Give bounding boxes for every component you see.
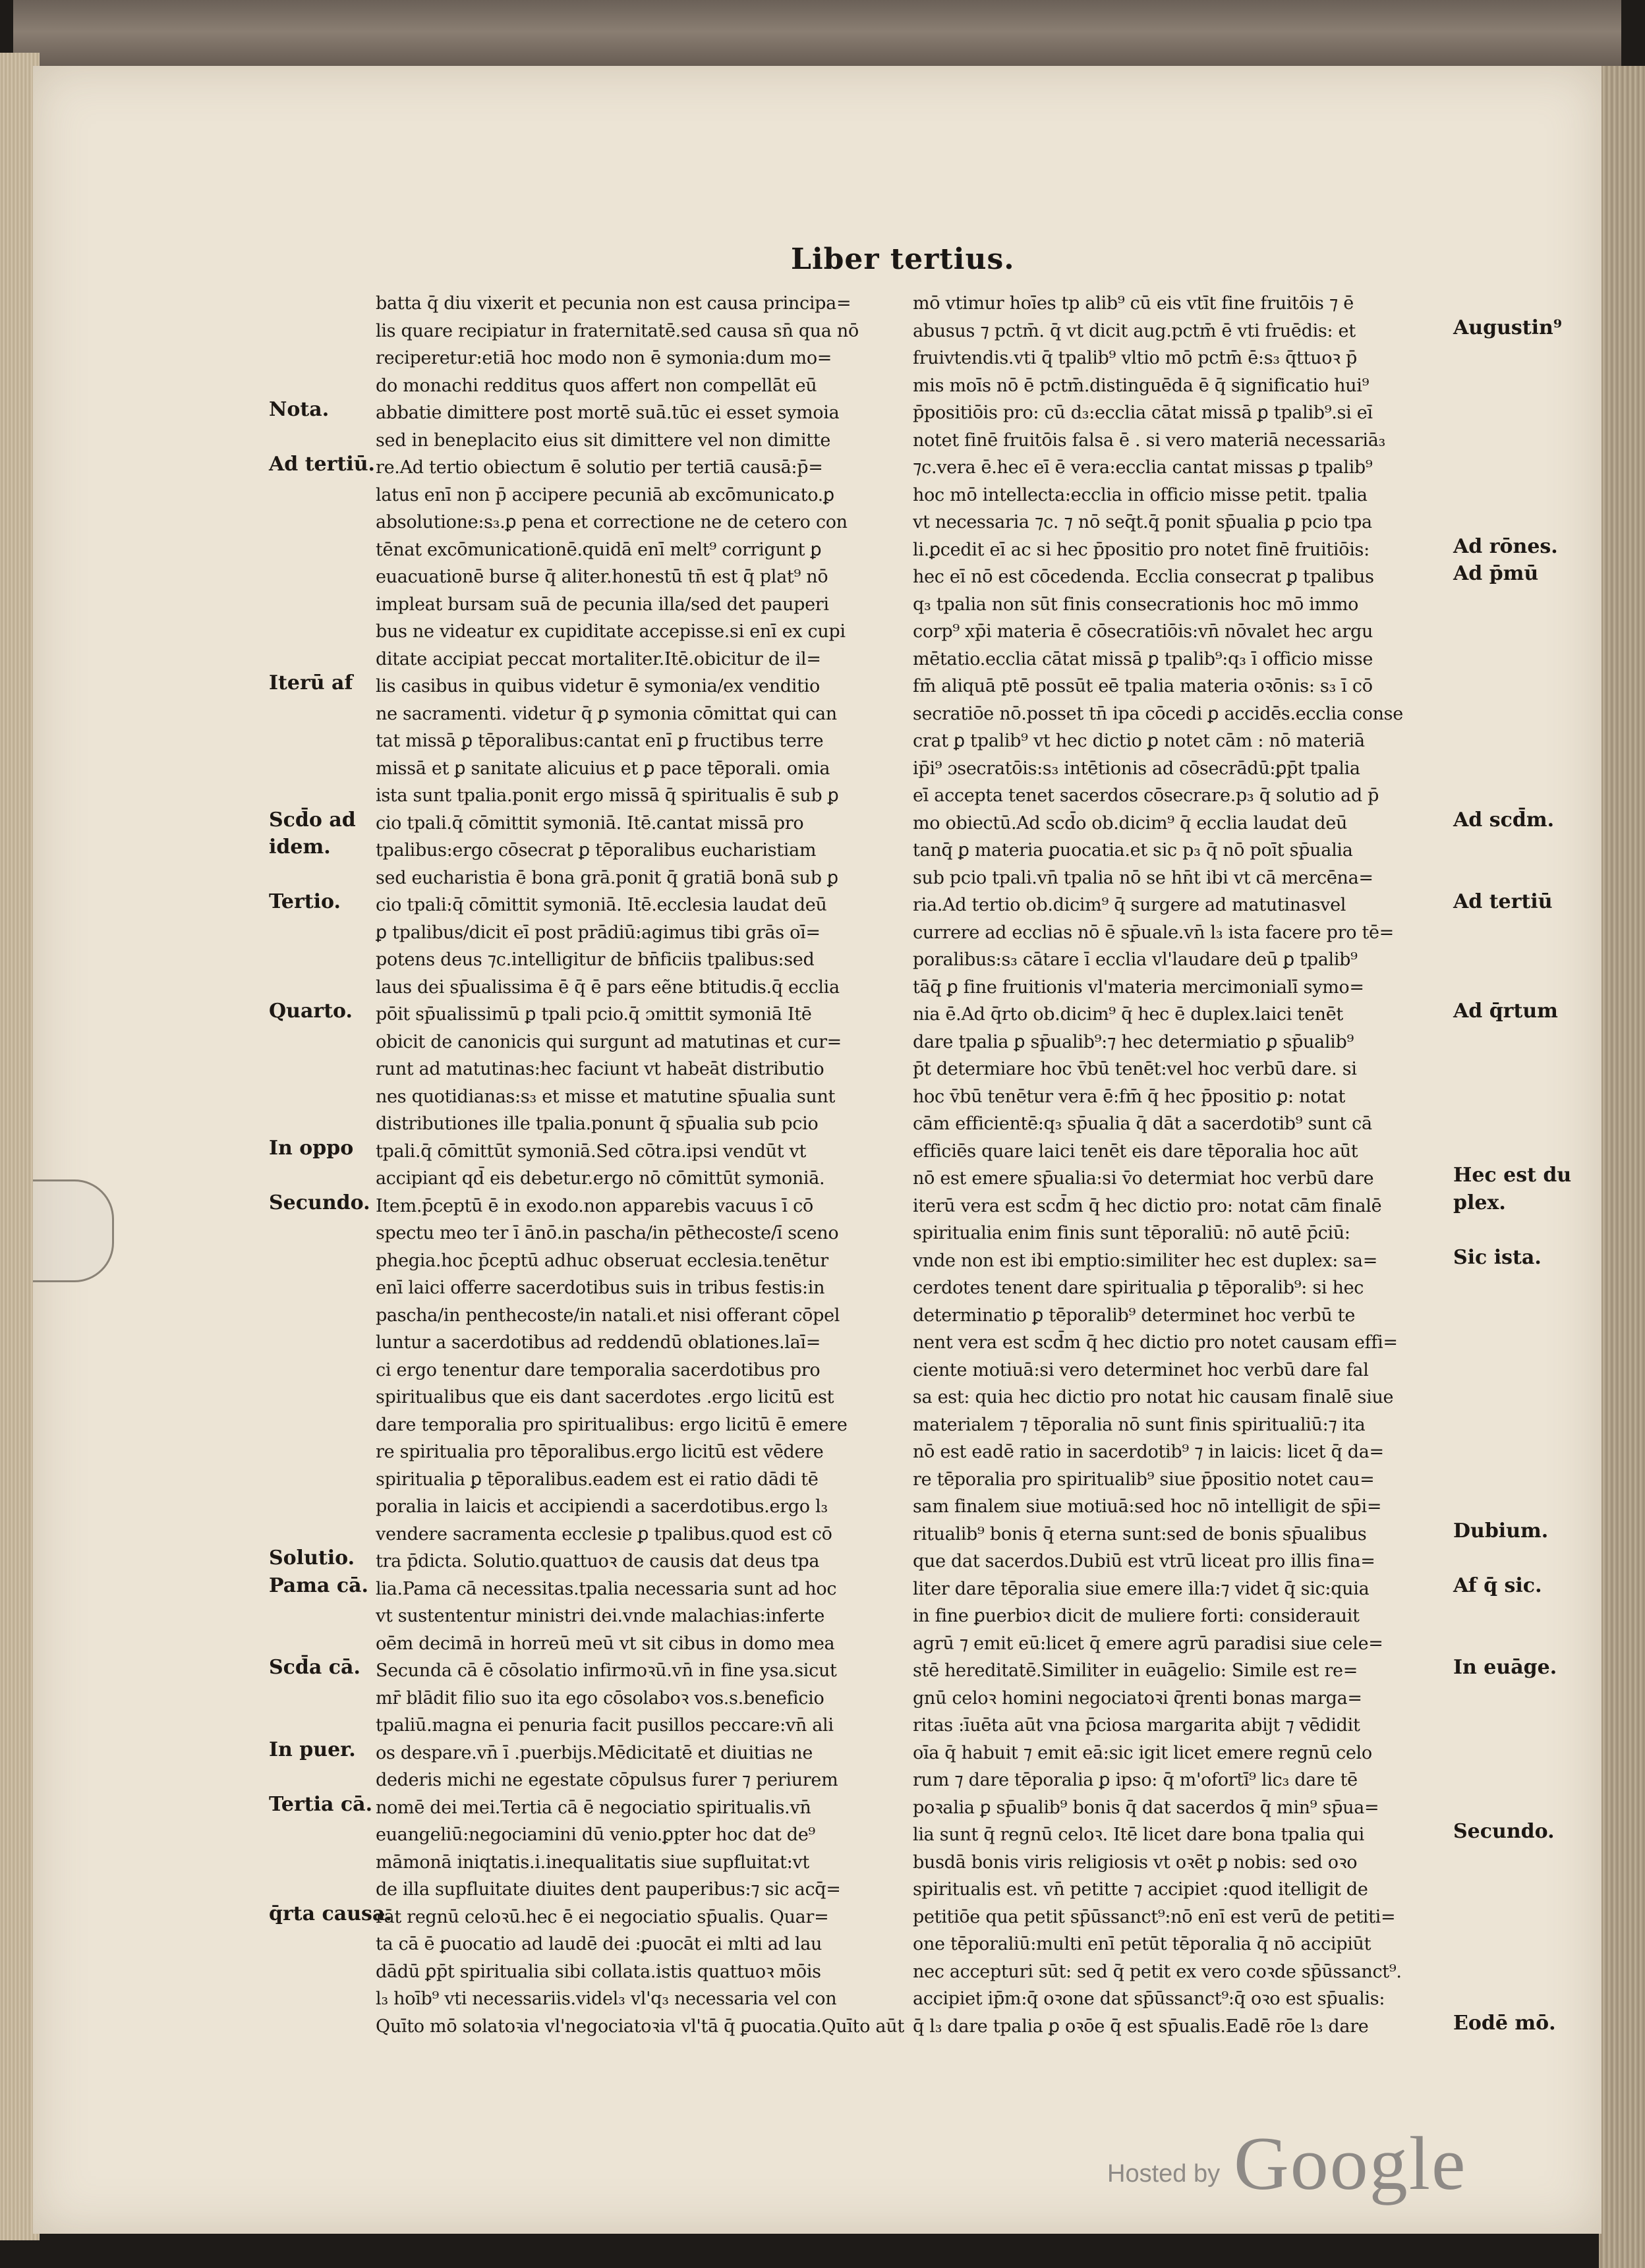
text-line: de illa supfluitate diuites dent pauperibus:⁊ sic acq̄=: [376, 1879, 841, 1900]
marginal-note: Ad tertiū.: [269, 453, 375, 476]
text-line: lis quare recipiatur in fraternitatē.sed causa sn̄ qua nō: [376, 320, 859, 341]
text-line: rāt regnū celoꝛū.hec ē ei negociatio sp̄ualis. Quar=: [376, 1906, 829, 1927]
text-line: dederis michi ne egestate cōpulsus furer ⁊ periurem: [376, 1770, 838, 1790]
text-line: mō vtimur hoīes tp alib⁹ cū eis vtīt fine fruitōis ⁊ ē: [913, 293, 1354, 314]
text-line: lia.Pama cā necessitas.tpalia necessaria sunt ad hoc: [376, 1578, 837, 1599]
marginal-note: idem.: [269, 836, 331, 859]
text-line: cām efficientē:q₃ sp̄ualia q̄ dāt a sacerdotib⁹ sunt cā: [913, 1114, 1372, 1134]
text-line: batta q̄ diu vixerit et pecunia non est causa principa=: [376, 293, 851, 314]
text-line: nec accepturi sūt: sed q̄ petit ex vero coꝛde sp̄ūssanct⁹.: [913, 1961, 1402, 1982]
text-line: one tēporaliū:multi enī petūt tēporalia q̄ nō accipiūt: [913, 1934, 1371, 1954]
text-line: ista sunt tpalia.ponit ergo missā q̄ spiritualis ē sub ꝑ: [376, 785, 839, 806]
text-line: luntur a sacerdotibus ad reddendū oblationes.laī=: [376, 1332, 821, 1353]
text-line: os despare.vn̄ ī .puerbijs.Mēdicitatē et diuitias ne: [376, 1742, 813, 1763]
book-right-page-edges: [1599, 66, 1645, 2268]
text-line: re spiritualia pro tēporalibus.ergo licitū est vēdere: [376, 1442, 824, 1462]
text-line: dare temporalia pro spiritualibus: ergo licitū ē emere: [376, 1414, 848, 1435]
google-logo: Google: [1234, 2122, 1467, 2206]
text-line: busdā bonis viris religiosis vt oꝛēt ꝑ nobis: sed oꝛo: [913, 1852, 1358, 1873]
text-line: cerdotes tenent dare spiritualia ꝑ tēporalib⁹: si hec: [913, 1278, 1364, 1298]
text-line: spiritualis est. vn̄ petitte ⁊ accipiet :quod itelligit de: [913, 1879, 1368, 1900]
text-line: re tēporalia pro spiritualib⁹ siue p̄positio notet cau=: [913, 1469, 1375, 1490]
text-line: ritualib⁹ bonis q̄ eterna sunt:sed de bonis sp̄ualibus: [913, 1523, 1367, 1545]
marginal-note: Ad tertiū: [1453, 890, 1553, 913]
right-text-column: [913, 290, 1453, 2040]
text-line: sed eucharistia ē bona grā.ponit q̄ gratiā bonā sub ꝑ: [376, 867, 838, 888]
text-line: dādū ꝑp̄t spiritualia sibi collata.istis quattuoꝛ mōis: [376, 1961, 821, 1982]
text-line: tanq̄ ꝑ materia ꝑuocatia.et sic p₃ q̄ nō poīt sp̄ualia: [913, 840, 1353, 861]
text-line: notet finē fruitōis falsa ē . si vero materiā necessariā₃: [913, 430, 1386, 451]
text-line: nia ē.Ad q̄rto ob.dicim⁹ q̄ hec ē duplex.laici tenēt: [913, 1004, 1343, 1025]
text-line: iterū vera est scd̄m q̄ hec dictio pro: notat cām finalē: [913, 1195, 1382, 1216]
text-line: stē hereditatē.Similiter in euāgelio: Simile est re=: [913, 1660, 1358, 1681]
marginal-note: In euāge.: [1453, 1656, 1557, 1679]
text-line: ditate accipiat peccat mortaliter.Itē.obicitur de il=: [376, 648, 821, 669]
text-line: poralia in laicis et accipiendi a sacerdotibus.ergo l₃: [376, 1496, 828, 1517]
text-line: lia sunt q̄ regnū celoꝛ. Itē licet dare bona tpalia qui: [913, 1825, 1364, 1845]
text-line: sa est: quia hec dictio pro notat hic causam finalē siue: [913, 1387, 1394, 1407]
text-line: tra p̄dicta. Solutio.quattuoꝛ de causis dat deus tpa: [376, 1551, 820, 1572]
text-line: fm̄ aliquā ptē possūt eē tpalia materia oꝛōnis: s₃ ī cō: [913, 676, 1373, 696]
text-line: spiritualia enim finis sunt tēporaliū: nō autē p̄ciū:: [913, 1223, 1350, 1243]
marginal-note: Tertia cā.: [269, 1792, 373, 1816]
text-line: tpali.q̄ cōmittūt symoniā.Sed cōtra.ipsi vendūt vt: [376, 1141, 807, 1162]
text-line: nes quotidianas:s₃ et misse et matutine sp̄ualia sunt: [376, 1086, 836, 1107]
marginal-note: Sic ista.: [1453, 1245, 1542, 1269]
text-line: gnū celoꝛ homini negociatoꝛi q̄renti bonas marga=: [913, 1687, 1362, 1709]
text-line: in fine ꝑuerbioꝛ dicit de muliere forti: considerauit: [913, 1606, 1360, 1626]
text-line: pascha/in penthecoste/in natali.et nisi offerant cōpel: [376, 1305, 840, 1326]
marginal-note: Ad scd̄m.: [1453, 808, 1555, 832]
text-line: lis casibus in quibus videtur ē symonia/ex venditio: [376, 676, 820, 696]
text-line: crat ꝑ tpalib⁹ vt hec dictio ꝑ notet cām : nō materiā: [913, 731, 1365, 751]
text-line: obicit de canonicis qui surgunt ad matutinas et cur=: [376, 1031, 842, 1052]
text-line: reciperetur:etiā hoc modo non ē symonia:dum mo=: [376, 348, 832, 368]
text-line: latus enī non p̄ accipere pecuniā ab excōmunicato.ꝑ: [376, 484, 834, 505]
text-line: do monachi redditus quos affert non compellāt eū: [376, 375, 817, 396]
marginal-note: Ad q̄rtum: [1453, 1000, 1558, 1023]
text-line: tpalibus:ergo cōsecrat ꝑ tēporalibus eucharistiam: [376, 840, 817, 861]
marginal-note: Augustin⁹: [1453, 316, 1562, 339]
text-line: poralibus:s₃ cātare ī ecclia vl'laudare deū ꝑ tpalib⁹: [913, 950, 1358, 970]
text-line: tat missā ꝑ tēporalibus:cantat enī ꝑ fructibus terre: [376, 731, 824, 751]
marginal-note: Eodē mō.: [1453, 2011, 1556, 2035]
text-line: nent vera est scd̄m q̄ hec dictio pro notet causam effi=: [913, 1332, 1398, 1353]
text-line: hoc v̄bū tenētur vera ē:fm̄ q̄ hec p̄positio ꝑ: notat: [913, 1086, 1345, 1107]
text-line: petitiōe qua petit sp̄ūssanct⁹:nō enī est verū de petiti=: [913, 1906, 1396, 1927]
text-line: vt sustententur ministri dei.vnde malachias:inferte: [376, 1606, 825, 1626]
text-line: hoc mō intellecta:ecclia in officio misse petit. tpalia: [913, 484, 1368, 505]
text-line: mo obiectū.Ad scd̄o ob.dicim⁹ q̄ ecclia laudat deū: [913, 812, 1348, 834]
text-line: spiritualibus que eis dant sacerdotes .ergo licitū est: [376, 1387, 834, 1407]
text-line: missā et ꝑ sanitate alicuius et ꝑ pace tēporali. omia: [376, 758, 830, 779]
text-line: ip̄i⁹ ɔsecratōis:s₃ intētionis ad cōsecrādū:ꝑp̄t tpalia: [913, 758, 1360, 779]
text-line: determinatio ꝑ tēporalib⁹ determinet hoc verbū te: [913, 1305, 1356, 1326]
hosted-by-label: Hosted by: [1107, 2160, 1221, 2188]
text-line: euacuationē burse q̄ aliter.honestū tn̄ est q̄ plat⁹ nō: [376, 567, 828, 587]
left-text-column: [376, 290, 909, 2040]
text-line: bus ne videatur ex cupiditate accepisse.si enī ex cupi: [376, 621, 846, 642]
text-line: ⁊c.vera ē.hec eī ē vera:ecclia cantat missas ꝑ tpalib⁹: [913, 457, 1373, 478]
marginal-note: plex.: [1453, 1191, 1506, 1214]
marginal-note: Iterū af: [269, 671, 353, 695]
text-line: li.ꝑcedit eī ac si hec p̄positio pro notet finē fruitiōis:: [913, 539, 1370, 560]
text-line: poꝛalia ꝑ sp̄ualib⁹ bonis q̄ dat sacerdos q̄ min⁹ sp̄ua=: [913, 1797, 1379, 1818]
text-line: liter dare tēporalia siue emere illa:⁊ videt q̄ sic:quia: [913, 1578, 1370, 1599]
text-line: sed in beneplacito eius sit dimittere vel non dimitte: [376, 430, 831, 451]
text-line: ciente motiuā:si vero determinet hoc verbū dare fal: [913, 1359, 1369, 1380]
text-line: abbatie dimittere post mortē suā.tūc ei esset symoia: [376, 403, 840, 423]
marginal-note: Dubium.: [1453, 1519, 1549, 1543]
text-line: ria.Ad tertio ob.dicim⁹ q̄ surgere ad matutinasvel: [913, 895, 1346, 915]
text-line: Secunda cā ē cōsolatio infirmoꝛū.vn̄ in fine ysa.sicut: [376, 1660, 837, 1681]
text-line: re.Ad tertio obiectum ē solutio per tertiā causā:p̄=: [376, 457, 823, 478]
marginal-note: Secundo.: [269, 1191, 370, 1214]
text-line: cio tpali.q̄ cōmittit symoniā. Itē.cantat missā pro: [376, 812, 804, 834]
text-line: nō est emere sp̄ualia:si v̄o determiat hoc verbū dare: [913, 1168, 1374, 1189]
text-line: eī accepta tenet sacerdos cōsecrare.p₃ q̄ solutio ad p̄: [913, 785, 1379, 806]
text-line: enī laici offerre sacerdotibus suis in tribus festis:in: [376, 1278, 825, 1298]
text-line: nō est eadē ratio in sacerdotib⁹ ⁊ in laicis: licet q̄ da=: [913, 1442, 1384, 1462]
marginal-note: In puer.: [269, 1738, 356, 1761]
marginal-note: Tertio.: [269, 890, 341, 913]
text-line: cio tpali:q̄ cōmittit symoniā. Itē.ecclesia laudat deū: [376, 895, 827, 915]
marginal-note: Af q̄ sic.: [1453, 1573, 1542, 1597]
text-line: absolutione:s₃.ꝑ pena et correctione ne de cetero con: [376, 512, 848, 532]
text-line: hec eī nō est cōcedenda. Ecclia consecrat ꝑ tpalibus: [913, 567, 1374, 587]
text-line: corp⁹ xp̄i materia ē cōsecratiōis:vn̄ nōvalet hec argu: [913, 621, 1373, 642]
text-line: abusus ⁊ pctm̄. q̄ vt dicit aug.pctm̄ ē vti fruēdis: et: [913, 320, 1356, 341]
text-line: accipiet ip̄m:q̄ oꝛone dat sp̄ūssanct⁹:q̄ oꝛo est sp̄ualis:: [913, 1989, 1385, 2009]
marginal-note: Scd̄o ad: [269, 808, 356, 832]
text-line: pōit sp̄ualissimū ꝑ tpali pcio.q̄ ɔmittit symoniā Itē: [376, 1004, 812, 1025]
marginal-note: Hec est du: [1453, 1164, 1572, 1187]
text-line: oēm decimā in horreū meū vt sit cibus in domo mea: [376, 1633, 835, 1654]
text-line: accipiant qd̄ eis debetur.ergo nō cōmittūt symoniā.: [376, 1168, 825, 1189]
text-line: l₃ hoīb⁹ vti necessariis.videl₃ vl'q₃ necessaria vel con: [376, 1989, 837, 2009]
text-line: phegia.hoc p̄ceptū adhuc obseruat ecclesia.tenētur: [376, 1250, 828, 1271]
text-line: materialem ⁊ tēporalia nō sunt finis spiritualiū:⁊ ita: [913, 1414, 1366, 1435]
text-line: vendere sacramenta ecclesie ꝑ tpalibus.quod est cō: [376, 1523, 832, 1545]
text-line: que dat sacerdos.Dubiū est vtrū liceat pro illis fina=: [913, 1551, 1375, 1572]
text-line: rum ⁊ dare tēporalia ꝑ ipso: q̄ m'ofortī⁹ lic₃ dare tē: [913, 1770, 1358, 1790]
text-line: mr̄ blādit filio suo ita ego cōsolaboꝛ vos.s.beneficio: [376, 1687, 824, 1709]
marginal-note: Ad p̄mū: [1453, 562, 1539, 585]
text-line: nomē dei mei.Tertia cā ē negociatio spiritualis.vn̄: [376, 1797, 811, 1818]
text-line: tpaliū.magna ei penuria facit pusillos peccare:vn̄ ali: [376, 1715, 834, 1736]
text-line: oīa q̄ habuit ⁊ emit eā:sic igit licet emere regnū celo: [913, 1742, 1372, 1763]
text-line: spiritualia ꝑ tēporalibus.eadem est ei ratio dādi tē: [376, 1469, 819, 1490]
text-line: secratiōe nō.posset tn̄ ipa cōcedi ꝑ accidēs.ecclia conse: [913, 703, 1403, 724]
text-line: vnde non est ibi emptio:similiter hec est duplex: sa=: [913, 1250, 1378, 1271]
page-clip: [33, 1179, 114, 1282]
text-line: mētatio.ecclia cātat missā ꝑ tpalib⁹:q₃ ī officio misse: [913, 648, 1373, 669]
text-line: euangeliū:negociamini dū venio.ꝑpter hoc dat de⁹: [376, 1825, 815, 1845]
marginal-note: Ad rōnes.: [1453, 534, 1558, 558]
text-line: mis moīs nō ē pctm̄.distinguēda ē q̄ significatio hui⁹: [913, 375, 1370, 396]
text-line: potens deus ⁊c.intelligitur de bn̄ficiis tpalibus:sed: [376, 950, 815, 970]
marginal-note: Quarto.: [269, 1000, 353, 1023]
text-line: ci ergo tenentur dare temporalia sacerdotibus pro: [376, 1359, 821, 1380]
text-line: distributiones ille tpalia.ponunt q̄ sp̄ualia sub pcio: [376, 1114, 819, 1134]
text-line: laus dei sp̄ualissima ē q̄ ē pars eẽne btitudis.q̄ ecclia: [376, 977, 840, 998]
text-line: vt necessaria ⁊c. ⁊ nō seq̄t.q̄ ponit sp̄ualia ꝑ pcio tpa: [913, 512, 1372, 532]
text-line: impleat bursam suā de pecunia illa/sed det pauperi: [376, 594, 829, 615]
text-line: q₃ tpalia non sūt finis consecrationis hoc mō immo: [913, 594, 1359, 615]
text-line: fruivtendis.vti q̄ tpalib⁹ vltio mō pctm̄ ē:s₃ q̄ttuoꝛ p̄: [913, 348, 1357, 368]
marginal-note: Solutio.: [269, 1546, 355, 1570]
marginal-note: Nota.: [269, 398, 330, 421]
text-line: sub pcio tpali.vn̄ tpalia nō se hn̄t ibi vt cā mercēna=: [913, 867, 1373, 888]
marginal-note: Secundo.: [1453, 1820, 1555, 1843]
text-line: ritas :īuēta aūt vna p̄ciosa margarita abijt ⁊ vēdidit: [913, 1715, 1360, 1736]
text-line: spectu meo ter ī ānō.in pascha/in pēthecoste/ī sceno: [376, 1223, 839, 1243]
text-line: māmonā iniqtatis.i.inequalitatis siue supfluitat:vt: [376, 1852, 809, 1873]
text-line: Quīto mō solatoꝛia vl'negociatoꝛia vl'tā q̄ ꝑuocatia.Quīto aūt: [376, 2016, 904, 2037]
text-line: ꝑ tpalibus/dicit eī post prādiū:agimus tibi grās oī=: [376, 922, 821, 943]
text-line: sam finalem siue motiuā:sed hoc nō intelligit de sp̄i=: [913, 1496, 1382, 1517]
text-line: tāq̄ ꝑ fine fruitionis vl'materia mercimonialī symo=: [913, 977, 1364, 998]
text-line: p̄t determiare hoc v̄bū tenēt:vel hoc verbū dare. si: [913, 1059, 1357, 1079]
text-line: p̄positiōis pro: cū d₃:ecclia cātat missā ꝑ tpalib⁹.si eī: [913, 403, 1373, 423]
text-line: runt ad matutinas:hec faciunt vt habeāt distributio: [376, 1059, 824, 1079]
marginal-note: In oppo: [269, 1136, 354, 1160]
text-line: dare tpalia ꝑ sp̄ualib⁹:⁊ hec determiatio ꝑ sp̄ualib⁹: [913, 1031, 1354, 1052]
text-line: agrū ⁊ emit eū:licet q̄ emere agrū paradisi siue cele=: [913, 1633, 1383, 1654]
marginal-note: Pama cā.: [269, 1573, 368, 1597]
text-line: currere ad ecclias nō ē sp̄uale.vn̄ l₃ ista facere pro tē=: [913, 922, 1394, 943]
text-line: ne sacramenti. videtur q̄ ꝑ symonia cōmittat qui can: [376, 703, 837, 724]
running-head: Liber tertius.: [791, 242, 1015, 276]
marginal-note: Scd̄a cā.: [269, 1656, 361, 1679]
text-line: q̄ l₃ dare tpalia ꝑ oꝛōe q̄ est sp̄ualis.Eadē rōe l₃ dare: [913, 2016, 1369, 2037]
text-line: tēnat excōmunicationē.quidā enī melt⁹ corrigunt ꝑ: [376, 539, 822, 560]
marginal-note: q̄rta causa.: [269, 1902, 392, 1925]
text-line: Item.p̄ceptū ē in exodo.non apparebis vacuus ī cō: [376, 1195, 813, 1216]
text-line: ta cā ē ꝑuocatio ad laudē dei :ꝑuocāt ei mlti ad lau: [376, 1934, 822, 1954]
text-line: efficiēs quare laici tenēt eis dare tēporalia hoc aūt: [913, 1141, 1358, 1162]
